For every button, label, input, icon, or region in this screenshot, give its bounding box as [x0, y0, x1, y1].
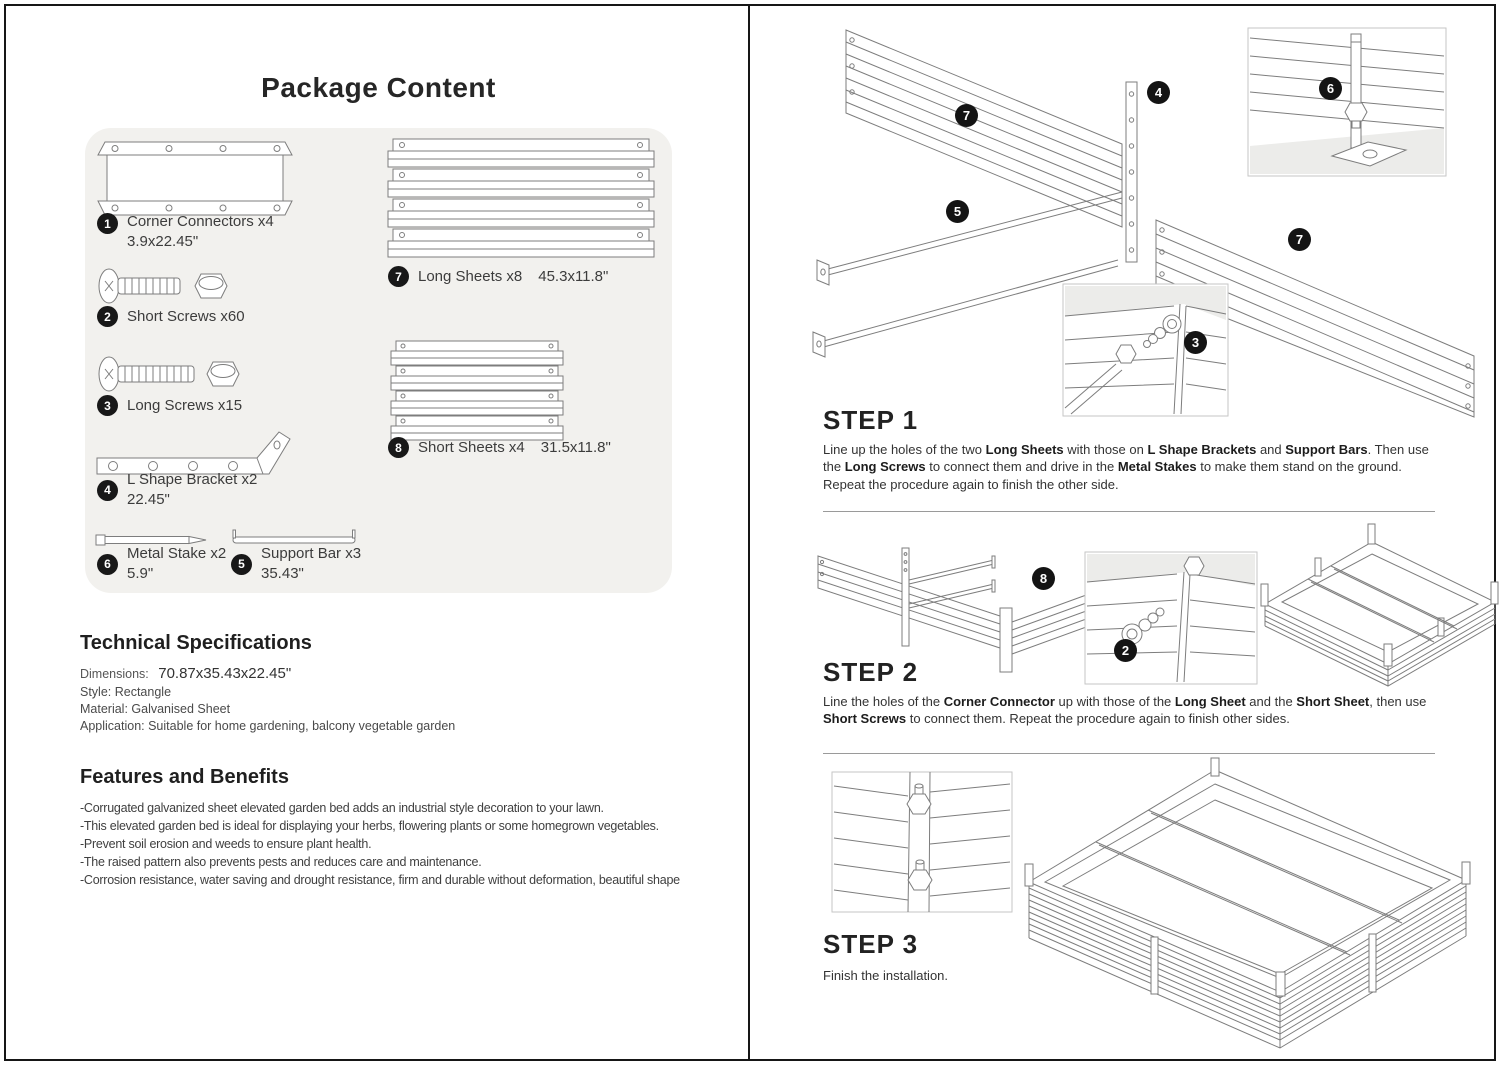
item-label: Short Sheets x4 — [418, 438, 525, 456]
step2-text: Line the holes of the Corner Connector up with those of the Long Sheet and the Short Sheet, then use Short Screws to connect them. Repeat the procedure again to finish other sides. — [823, 694, 1427, 727]
callout-l-shape-bracket: 4 — [1147, 81, 1170, 104]
item-size: 22.45" — [127, 491, 170, 508]
package-item — [97, 306, 245, 327]
features-title: Features and Benefits — [80, 766, 289, 788]
item-number-badge: 6 — [97, 554, 118, 575]
item-number-badge: 8 — [388, 437, 409, 458]
item-number-badge: 1 — [97, 213, 118, 234]
short-screw-drawing — [95, 264, 245, 308]
item-number-badge: 4 — [97, 480, 118, 501]
item-label: Long Sheets x8 — [418, 267, 523, 285]
step1-title: STEP 1 — [823, 405, 919, 435]
package-item — [388, 437, 611, 458]
short-sheets-drawing — [388, 340, 566, 442]
feature-bullet: -Corrosion resistance, water saving and drought resistance, firm and durable without deformation, beautiful shape — [80, 873, 680, 887]
package-item — [97, 470, 257, 510]
callout-metal-stake: 6 — [1319, 77, 1342, 100]
corner-connector-drawing — [95, 138, 295, 220]
item-size: 35.43" — [261, 565, 304, 582]
item-label: Support Bar x3 — [261, 545, 362, 562]
item-size: 3.9x22.45" — [127, 233, 199, 250]
panel-divider — [748, 4, 750, 1059]
step1-text: Line up the holes of the two Long Sheets with those on L Shape Brackets and Support Bars. Then use the Long Screws to connect them and drive in the Metal Stakes to make them stand on the ground. Repeat the procedure again to finish the other side. — [823, 442, 1429, 492]
callout-short-sheet: 8 — [1032, 567, 1055, 590]
section-divider — [823, 753, 1435, 754]
item-label: Metal Stake x2 — [127, 545, 227, 562]
long-screw-drawing — [95, 352, 255, 396]
callout-short-screw: 2 — [1114, 639, 1137, 662]
package-item — [97, 395, 242, 416]
spec-dimensions-row — [80, 664, 740, 684]
spec-dimensions-value: 70.87x35.43x22.45" — [158, 665, 292, 682]
item-number-badge: 5 — [231, 554, 252, 575]
step3-text: Finish the installation. — [823, 968, 949, 983]
step3-title: STEP 3 — [823, 929, 919, 959]
spec-style-row: Style: Rectangle — [80, 685, 172, 699]
feature-bullet: -The raised pattern also prevents pests and reduces care and maintenance. — [80, 855, 482, 869]
step3-diagram — [760, 756, 1500, 1058]
item-label: Short Screws x60 — [127, 307, 245, 325]
package-item — [97, 212, 274, 252]
item-label: Long Screws x15 — [127, 396, 243, 414]
callout-long-sheet: 7 — [955, 104, 978, 127]
callout-long-sheet: 7 — [1288, 228, 1311, 251]
features-section — [80, 766, 750, 889]
spec-dimensions-label: Dimensions: — [80, 667, 149, 681]
item-label: L Shape Bracket x2 — [127, 471, 258, 488]
callout-long-screw: 3 — [1184, 331, 1207, 354]
spec-material-row: Material: Galvanised Sheet — [80, 702, 231, 716]
callout-support-bar: 5 — [946, 200, 969, 223]
technical-specifications-title: Technical Specifications — [80, 632, 312, 654]
item-size: 31.5x11.8" — [540, 438, 611, 456]
step2-title: STEP 2 — [823, 657, 919, 687]
page-title: Package Content — [261, 72, 496, 103]
package-item — [97, 544, 226, 584]
item-size: 5.9" — [127, 565, 154, 582]
feature-bullet: -This elevated garden bed is ideal for displaying your herbs, flowering plants or some homegrown vegetables. — [80, 819, 659, 833]
section-divider — [823, 511, 1435, 512]
feature-bullet: -Prevent soil erosion and weeds to ensure plant health. — [80, 837, 372, 851]
technical-specifications-section — [80, 632, 740, 735]
long-sheets-drawing — [385, 138, 657, 262]
step1-diagram — [760, 8, 1500, 420]
item-number-badge: 2 — [97, 306, 118, 327]
spec-application-row: Application: Suitable for home gardening, balcony vegetable garden — [80, 719, 456, 733]
package-item — [388, 266, 608, 287]
item-number-badge: 3 — [97, 395, 118, 416]
package-item — [231, 544, 361, 584]
item-label: Corner Connectors x4 — [127, 213, 274, 230]
item-size: 45.3x11.8" — [538, 267, 609, 285]
feature-bullet: -Corrugated galvanized sheet elevated garden bed adds an industrial style decoration to your lawn. — [80, 801, 604, 815]
item-number-badge: 7 — [388, 266, 409, 287]
